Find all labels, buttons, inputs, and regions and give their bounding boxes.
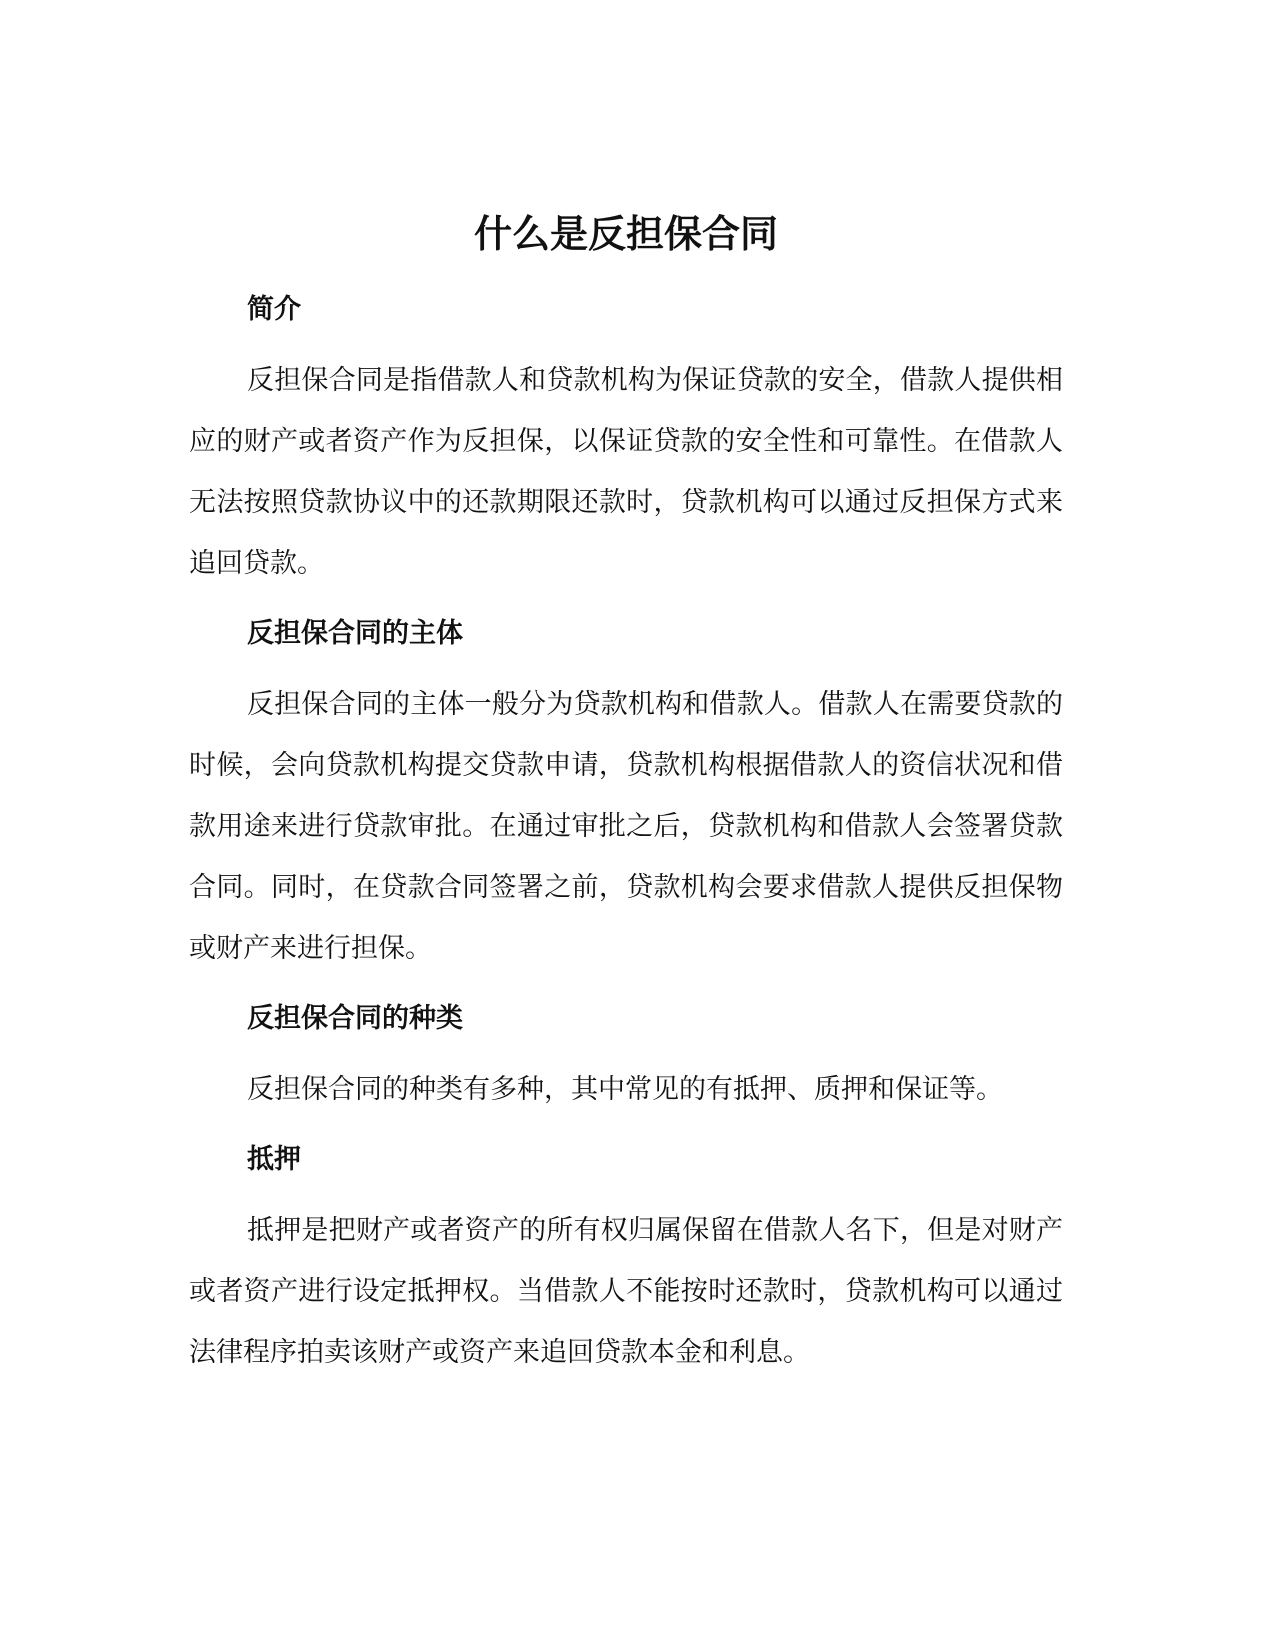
document-body xyxy=(189,200,1063,1383)
document-title: 什么是反担保合同 xyxy=(473,212,778,256)
section-paragraph-parties: 反担保合同的主体一般分为贷款机构和借款人。借款人在需要贷款的时候，会向贷款机构提交贷款申请，贷款机构根据借款人的资信状况和借款用途来进行贷款审批。在通过审批之后，贷款机构和借款人会签署贷款合同。同时，在贷款合同签署之前，贷款机构会要求借款人提供反担保物或财产来进行担保。 xyxy=(189,689,1063,964)
section-heading-parties: 反担保合同的主体 xyxy=(247,618,463,649)
section-heading-intro: 简介 xyxy=(247,294,301,325)
section-paragraph-mortgage: 抵押是把财产或者资产的所有权归属保留在借款人名下，但是对财产或者资产进行设定抵押权。当借款人不能按时还款时，贷款机构可以通过法律程序拍卖该财产或资产来追回贷款本金和利息。 xyxy=(189,1215,1063,1368)
section-heading-types: 反担保合同的种类 xyxy=(247,1003,463,1034)
section-paragraph-intro: 反担保合同是指借款人和贷款机构为保证贷款的安全，借款人提供相应的财产或者资产作为反担保，以保证贷款的安全性和可靠性。在借款人无法按照贷款协议中的还款期限还款时，贷款机构可以通过反担保方式来追回贷款。 xyxy=(189,365,1063,579)
section-paragraph-types: 反担保合同的种类有多种，其中常见的有抵押、质押和保证等。 xyxy=(247,1074,1003,1105)
section-heading-mortgage: 抵押 xyxy=(247,1144,301,1175)
